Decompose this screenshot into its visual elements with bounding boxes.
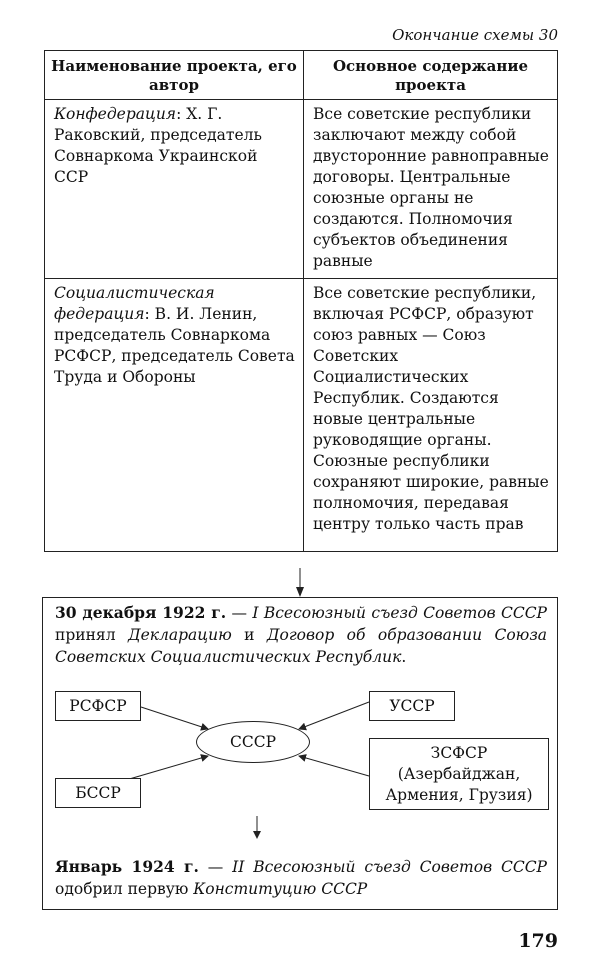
event-1924-date: Январь 1924 г.: [55, 857, 199, 876]
node-bssr: БССР: [55, 778, 141, 808]
content-cell: Все советские республики заключают между собой двусторонние равноправные договоры. Центральные союзные органы не создаются. Полномочия субъектов объединения равные: [304, 100, 558, 279]
node-ussr-union: СССР: [196, 721, 310, 763]
union-formation-box: [42, 597, 558, 910]
event-1922: 30 декабря 1922 г. — I Всесоюзный съезд Советов СССР принял Декларацию и Договор об образовании Союза Советских Социалистических Республик.: [55, 603, 548, 666]
project-author: : Х. Г. Раковский, председатель Совнаркома Украинской ССР: [54, 105, 262, 186]
event-1924: Январь 1924 г. — II Всесоюзный съезд Советов СССР одобрил первую Конституцию СССР: [55, 857, 547, 898]
page-number: 179: [518, 930, 558, 952]
header-project-content: Основное содержание проекта: [304, 51, 558, 100]
event-1922-congress: I Всесоюзный съезд Советов СССР: [252, 604, 547, 622]
treaty-doc: Договор об образовании Союза Советских Социалистических Республик: [55, 626, 548, 666]
content-cell: Все советские республики, включая РСФСР, образуют союз равных — Союз Советских Социалистических Республик. Создаются новые центральные руководящие органы. Союзные республики сохраняют широкие, равные полномочия, передавая центру только часть прав: [304, 279, 558, 552]
scheme-caption: Окончание схемы 30: [392, 26, 558, 44]
declaration-doc: Декларацию: [127, 626, 232, 644]
node-zsfsr: [369, 738, 549, 810]
project-title: Социалистическая федерация: [54, 284, 215, 323]
header-project-name: Наименование проекта, его автор: [45, 51, 304, 100]
zsfsr-name: ЗСФСР: [430, 744, 488, 762]
event-1924-congress: II Всесоюзный съезд Советов СССР: [232, 858, 547, 876]
constitution-doc: Конституцию СССР: [193, 880, 368, 898]
node-ussr: УССР: [369, 691, 455, 721]
project-title: Конфедерация: [54, 105, 177, 123]
project-author: : В. И. Ленин, председатель Совнаркома РСФСР, председатель Совета Труда и Обороны: [54, 305, 295, 386]
zsfsr-members: (Азербайджан, Армения, Грузия): [385, 765, 533, 804]
event-1922-date: 30 декабря 1922 г.: [55, 603, 227, 622]
node-rsfsr: РСФСР: [55, 691, 141, 721]
